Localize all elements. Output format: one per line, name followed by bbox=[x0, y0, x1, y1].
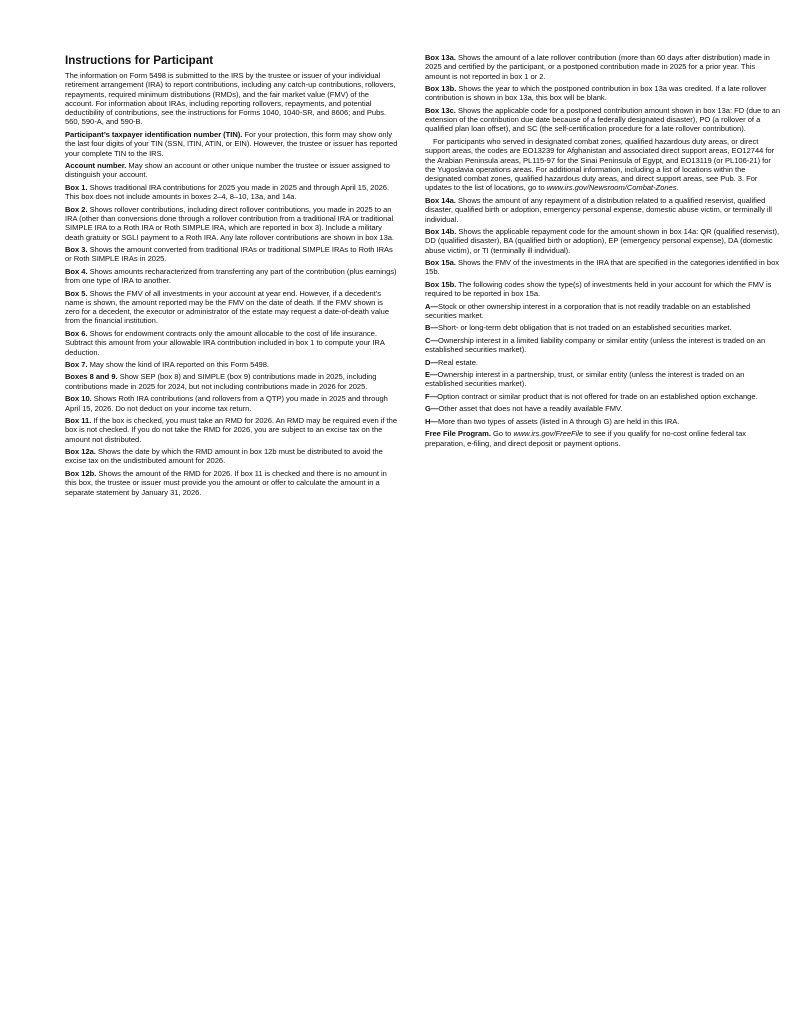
paragraph-text: The information on Form 5498 is submitted to the IRS by the trustee or issuer of your individual retirement arrangement (IRA) to report contributions, including any catch-up contributions, rollovers, repayments, required minimum distributions (RMDs), and the fair market value (FMV) of the account. For information about IRAs, including reporting rollovers, repayments, and potential deductibility of contributions, see the instructions for Forms 1040, 1040-SR, and 8606; and Pubs. 560, 590-A, and 590-B. bbox=[65, 71, 396, 127]
instruction-paragraph bbox=[425, 258, 781, 277]
paragraph-text: May show the kind of IRA reported on this Form 5498. bbox=[87, 360, 269, 369]
paragraph-text: Other asset that does not have a readily available FMV. bbox=[438, 404, 623, 414]
paragraph-text: The following codes show the type(s) of investments held in your account for which the FMV is required to be reported in box 15a. bbox=[425, 279, 772, 299]
paragraph-heading: G— bbox=[425, 404, 439, 414]
paragraph-heading: Box 13c. bbox=[425, 105, 456, 115]
instruction-paragraph bbox=[425, 106, 781, 134]
instruction-paragraph bbox=[425, 84, 781, 103]
paragraph-text: Shows the amount of any repayment of a distribution related to a qualified reservist, qualified disaster, qualified birth or adoption, emergency personal expense, domestic abuse victim, or terminally ill individual. bbox=[425, 195, 772, 224]
paragraph-heading: Box 2. bbox=[65, 204, 88, 214]
instruction-paragraph bbox=[425, 196, 781, 224]
instruction-paragraph bbox=[425, 429, 781, 448]
paragraph-text: Option contract or similar product that is not offered for trade on an established option exchange. bbox=[437, 391, 758, 401]
paragraph-text: For participants who served in designated combat zones, qualified hazardous duty areas, or direct support areas, the codes are EO13239 for Afghanistan and associated direct support areas, EO12744 for the Arabian Peninsula areas, PL115-97 for the Sinai Peninsula of Egypt, and EO13119 (or PL106-21) for the Yugoslavia operations areas. For additional information, including a list of locations within the designated combat zones, qualified hazardous duty areas, and direct support areas, see Pub. 3. For updates to the list of locations, go to bbox=[425, 136, 775, 193]
instruction-paragraph bbox=[65, 245, 398, 264]
paragraph-text: Shows Roth IRA contributions (and rollovers from a QTP) you made in 2025 and through April 15, 2026. Do not deduct on your income tax return. bbox=[65, 394, 388, 413]
paragraph-heading: Box 13a. bbox=[425, 53, 456, 62]
left-paragraphs bbox=[65, 71, 398, 497]
paragraph-heading: Box 1. bbox=[65, 182, 88, 192]
paragraph-text: to see if you qualify for no-cost online federal tax preparation, e-filing, and direct deposit or payment options. bbox=[425, 429, 747, 448]
instruction-paragraph bbox=[425, 53, 781, 81]
paragraph-heading: Box 7. bbox=[65, 360, 88, 369]
paragraph-heading: Box 10. bbox=[65, 394, 92, 404]
paragraph-heading: Account number. bbox=[65, 161, 127, 171]
paragraph-text: Shows the date by which the RMD amount in box 12b must be distributed to avoid the excise tax on the undistributed amount for 2026. bbox=[65, 447, 383, 466]
instruction-paragraph bbox=[65, 416, 398, 444]
paragraph-heading: Free File Program. bbox=[425, 429, 491, 439]
paragraph-text: Shows the FMV of the investments in the IRA that are specified in the categories identified in box 15b. bbox=[425, 258, 780, 277]
paragraph-heading: Box 14a. bbox=[425, 195, 456, 205]
paragraph-heading: Box 4. bbox=[65, 266, 88, 276]
paragraph-heading: Box 13b. bbox=[425, 84, 457, 94]
paragraph-heading: A— bbox=[425, 301, 438, 311]
paragraph-text: More than two types of assets (listed in A through G) are held in this IRA. bbox=[437, 416, 680, 426]
paragraph-heading: B— bbox=[425, 323, 438, 333]
paragraph-text: Stock or other ownership interest in a corporation that is not readily tradable on an established securities market. bbox=[425, 301, 751, 320]
paragraph-text: If the box is checked, you must take an RMD for 2026. An RMD may be required even if the box is not checked. If you do not take the RMD for 2026, you are subject to an excise tax on the amount not distributed. bbox=[65, 416, 397, 444]
instruction-paragraph bbox=[65, 372, 398, 391]
paragraph-heading: C— bbox=[425, 335, 438, 345]
instruction-paragraph bbox=[65, 161, 398, 180]
paragraph-heading: Box 14b. bbox=[425, 226, 457, 236]
paragraph-text: Go to bbox=[490, 429, 514, 439]
paragraph-text: Shows the FMV of all investments in your account at year end. However, if a decedent’s name is shown, the amount reported may be the FMV on the date of death. If the FMV shown is zero for a decedent, the executor or administrator of the estate may request a date-of-death value from the financial institution. bbox=[65, 288, 390, 326]
paragraph-text: For your protection, this form may show only the last four digits of your TIN (SSN, ITIN, ATIN, or EIN). However, the trustee or issuer has reported your complete TIN to the IRS. bbox=[65, 129, 398, 158]
paragraph-heading: Box 12a. bbox=[65, 447, 96, 457]
instruction-paragraph bbox=[65, 130, 398, 158]
paragraph-heading: E— bbox=[425, 370, 438, 380]
instruction-paragraph bbox=[65, 447, 398, 466]
paragraph-heading: Box 6. bbox=[65, 328, 88, 338]
paragraph-text: Shows for endowment contracts only the amount allocable to the cost of life insurance. Subtract this amount from your allowable IRA contribution included in box 1 to compute your IRA deduction. bbox=[65, 328, 385, 357]
instruction-paragraph bbox=[425, 358, 781, 367]
paragraph-heading: D— bbox=[425, 357, 438, 367]
instruction-paragraph bbox=[65, 360, 398, 369]
instruction-paragraph bbox=[65, 469, 398, 497]
right-column bbox=[425, 53, 781, 451]
instruction-paragraph bbox=[65, 329, 398, 357]
paragraph-text: Short- or long-term debt obligation that is not traded on an established securities market. bbox=[437, 323, 732, 333]
instruction-paragraph bbox=[425, 370, 781, 389]
paragraph-text: Shows rollover contributions, including direct rollover contributions, you made in 2025 to an IRA (other than conversions done through a rollover contribution from a traditional IRA or traditional SIMPLE IRA to a Roth IRA or Roth SIMPLE IRA, which are reported in box 3). Include a military death gratuity or SGLI payment to a Roth IRA. Any late rollover contributions are shown in box 13a. bbox=[65, 204, 395, 242]
paragraph-text: Shows the year to which the postponed contribution in box 13a was credited. If a late rollover contribution is shown in box 13a, this box will be blank. bbox=[425, 84, 767, 103]
paragraph-text: Shows the applicable code for a postponed contribution amount shown in box 13a: FD (due to an extension of the contribution due date because of a federally designated disaster), PO (a rollover of a qualified plan loan offset), and SC (the self-certification procedure for a late rollover contribution). bbox=[425, 105, 780, 134]
paragraph-heading: Box 15a. bbox=[425, 258, 456, 268]
paragraph-text: Shows traditional IRA contributions for 2025 you made in 2025 and through April 15, 2026. This box does not include amounts in boxes 2–4, 8–10, 13a, and 14a. bbox=[65, 182, 390, 202]
url-text: www.irs.gov/Newsroom/Combat-Zones bbox=[546, 183, 677, 193]
paragraph-heading: Box 5. bbox=[65, 288, 88, 298]
instruction-paragraph bbox=[425, 280, 781, 299]
paragraph-heading: Box 15b. bbox=[425, 279, 457, 289]
paragraph-heading: F— bbox=[425, 391, 438, 401]
instruction-paragraph bbox=[425, 392, 781, 401]
instruction-paragraph bbox=[425, 417, 781, 426]
page-title: Instructions for Participant bbox=[65, 54, 214, 67]
paragraph-text: Shows the amount converted from traditional IRAs or traditional SIMPLE IRAs to Roth IRAs or Roth SIMPLE IRAs in 2025. bbox=[65, 244, 393, 264]
paragraph-heading: Boxes 8 and 9. bbox=[65, 372, 118, 382]
paragraph-text: Ownership interest in a limited liability company or similar entity (unless the interest is traded on an established securities market). bbox=[425, 335, 766, 355]
instruction-paragraph bbox=[65, 205, 398, 242]
instruction-paragraph bbox=[425, 227, 781, 255]
instruction-paragraph bbox=[425, 137, 781, 193]
instruction-paragraph bbox=[65, 183, 398, 202]
paragraph-heading: Box 12b. bbox=[65, 468, 97, 478]
instruction-paragraph bbox=[425, 302, 781, 321]
url-text: www.irs.gov/FreeFile bbox=[513, 429, 584, 439]
paragraph-text: Real estate. bbox=[437, 357, 479, 367]
instruction-paragraph bbox=[65, 71, 398, 127]
paragraph-heading: H— bbox=[425, 416, 438, 426]
instruction-paragraph bbox=[425, 404, 781, 413]
paragraph-text: Shows amounts recharacterized from transferring any part of the contribution (plus earnings) from one type of IRA to another. bbox=[65, 266, 397, 286]
instruction-paragraph bbox=[65, 394, 398, 413]
paragraph-heading: Box 11. bbox=[65, 416, 92, 426]
paragraph-text: May show an account or other unique number the trustee or issuer assigned to distinguish your account. bbox=[65, 161, 390, 180]
paragraph-text: Shows the applicable repayment code for the amount shown in box 14a: QR (qualified reservist), DD (qualified disaster), BA (qualified birth or adoption), EP (emergency personal expense), DA (domestic abuse victim), or TI (terminally ill individual). bbox=[425, 226, 780, 255]
right-paragraphs bbox=[425, 53, 781, 448]
paragraph-text: Ownership interest in a partnership, trust, or similar entity (unless the interest is traded on an established securities market). bbox=[425, 370, 745, 389]
instruction-paragraph bbox=[65, 267, 398, 286]
paragraph-text: Shows the amount of the RMD for 2026. If box 11 is checked and there is no amount in this box, the trustee or issuer must provide you the amount or offer to calculate the amount in a separate statement by January 31, 2026. bbox=[65, 468, 387, 497]
paragraph-heading: Box 3. bbox=[65, 244, 88, 254]
instruction-paragraph bbox=[425, 323, 781, 332]
paragraph-text: Shows the amount of a late rollover contribution (more than 60 days after distribution) made in 2025 and certified by the participant, or a postponed contribution made in 2025 for a prior year. This amount is not reported in box 1 or 2. bbox=[425, 53, 770, 81]
paragraph-heading: Participant’s taxpayer identification number (TIN). bbox=[65, 129, 243, 139]
paragraph-text: . bbox=[676, 183, 679, 193]
paragraph-text: Show SEP (box 8) and SIMPLE (box 9) contributions made in 2025, including contributions made in 2025 for 2024, but not including contributions made in 2026 for 2025. bbox=[65, 372, 377, 391]
instruction-paragraph bbox=[65, 289, 398, 326]
left-column bbox=[65, 53, 398, 500]
instruction-paragraph bbox=[425, 336, 781, 355]
